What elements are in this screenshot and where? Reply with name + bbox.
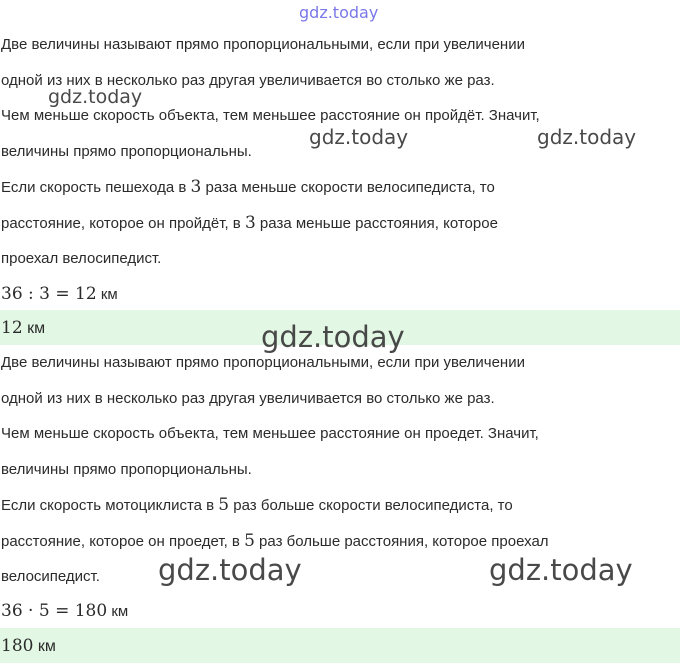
- solution2-line-6: [1, 531, 549, 552]
- solution2-calculation: [1, 601, 128, 622]
- watermark-5: gdz.today: [158, 553, 302, 587]
- solution2-line-2: одной из них в несколько раз другая увеличивается во столько же раз.: [1, 390, 495, 407]
- solution1-line-6: [1, 213, 498, 234]
- solution2-line-1: Две величины называют прямо пропорциональными, если при увеличении: [1, 354, 525, 371]
- watermark-2: gdz.today: [309, 125, 409, 149]
- solution1-answer-box: [0, 310, 680, 345]
- watermark-6: gdz.today: [489, 553, 633, 587]
- solution1-line-7: проехал велосипедист.: [1, 250, 162, 267]
- solution1-line-2: одной из них в несколько раз другая увеличивается во столько же раз.: [1, 72, 495, 89]
- solution2-line-5-number: 5: [218, 495, 230, 515]
- solution2-line-4: величины прямо пропорциональны.: [1, 461, 252, 478]
- solution1-answer-number: 12: [1, 318, 23, 338]
- watermark-top: gdz.today: [299, 3, 379, 22]
- watermark-4: gdz.today: [261, 320, 405, 354]
- solution1-line-4: величины прямо пропорциональны.: [1, 143, 252, 160]
- solution1-line-5-text-a: Если скорость пешехода в: [1, 179, 191, 196]
- watermark-3: gdz.today: [537, 125, 637, 149]
- solution2-line-5-text-b: раз больше скорости велосипедиста, то: [229, 497, 513, 514]
- solution2-line-3: Чем меньше скорость объекта, тем меньшее расстояние он проедет. Значит,: [1, 425, 539, 442]
- solution1-answer-unit: км: [22, 320, 46, 337]
- solution1-calc-expression: 36 : 3 = 12: [1, 284, 97, 304]
- solution2-line-6-text-b: раз больше расстояния, которое проехал: [254, 533, 549, 550]
- solution2-line-5-text-a: Если скорость мотоциклиста в: [1, 497, 219, 514]
- solution1-line-5-number: 3: [190, 177, 202, 197]
- solution1-line-6-text-b: раза меньше расстояния, которое: [255, 215, 498, 232]
- solution2-calc-unit: км: [107, 603, 129, 620]
- solution2-line-5: [1, 495, 513, 516]
- solution2-line-7: велосипедист.: [1, 568, 100, 585]
- watermark-1: gdz.today: [48, 86, 143, 108]
- solution2-answer: [1, 636, 56, 657]
- solution1-line-5-text-b: раза меньше скорости велосипедиста, то: [201, 179, 495, 196]
- solution1-answer: [1, 318, 45, 339]
- solution2-calc-expression: 36 · 5 = 180: [1, 601, 108, 621]
- solution2-line-6-text-a: расстояние, которое он проедет, в: [1, 533, 245, 550]
- solution2-answer-number: 180: [1, 636, 34, 656]
- solution1-line-3: Чем меньше скорость объекта, тем меньшее расстояние он пройдёт. Значит,: [1, 107, 540, 124]
- solution1-calculation: [1, 284, 118, 305]
- solution2-line-6-number: 5: [244, 531, 255, 551]
- solution2-answer-unit: км: [33, 638, 56, 655]
- solution2-answer-box: [0, 628, 680, 663]
- solution1-calc-unit: км: [96, 286, 118, 303]
- solution1-line-5: [1, 177, 495, 198]
- solution1-line-1: Две величины называют прямо пропорциональными, если при увеличении: [1, 36, 525, 53]
- solution1-line-6-number: 3: [244, 213, 256, 233]
- solution1-line-6-text-a: расстояние, которое он пройдёт, в: [1, 215, 245, 232]
